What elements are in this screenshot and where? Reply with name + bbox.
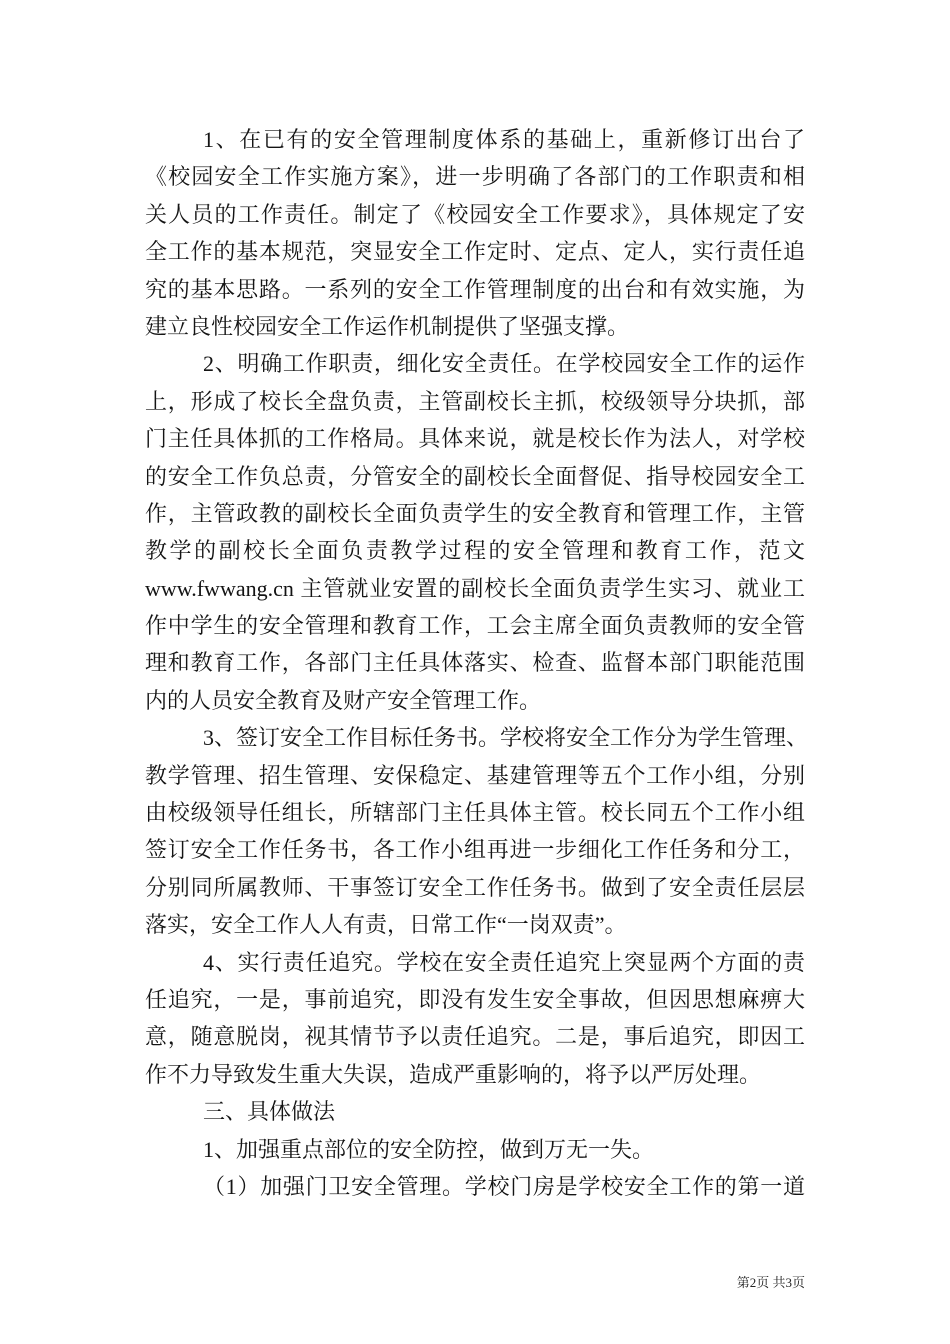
paragraph-line: 2、明确工作职责，细化安全责任。在学校园安全工作的运作	[203, 351, 805, 377]
paragraph-line: 上，形成了校长全盘负责，主管副校长主抓，校级领导分块抓，部	[145, 388, 805, 414]
subsection-heading-text: 1、加强重点部位的安全防控，做到万无一失。	[203, 1136, 655, 1162]
paragraph-accountability	[145, 944, 805, 1094]
paragraph-line: 关人员的工作责任。制定了《校园安全工作要求》，具体规定了安	[145, 201, 805, 227]
paragraph-line: 教学的副校长全面负责教学过程的安全管理和教育工作，范文	[145, 538, 805, 564]
paragraph-line: 分别同所属教师、干事签订安全工作任务书。做到了安全责任层层	[145, 874, 805, 900]
section-heading-text: 三、具体做法	[203, 1099, 336, 1125]
paragraph-line: 由校级领导任组长，所辖部门主任具体主管。校长同五个工作小组	[145, 800, 805, 826]
paragraph-line: 任追究，一是，事前追究，即没有发生安全事故，但因思想麻痹大	[145, 986, 805, 1012]
subsection-heading	[145, 1131, 805, 1168]
paragraph-line: （1）加强门卫安全管理。学校门房是学校安全工作的第一道	[203, 1173, 805, 1199]
paragraph-line: 意，随意脱岗，视其情节予以责任追究。二是，事后追究，即因工	[145, 1024, 805, 1050]
paragraph-line: 建立良性校园安全工作运作机制提供了坚强支撑。	[145, 313, 630, 339]
paragraph-gate-security	[145, 1168, 805, 1205]
document-body	[145, 121, 809, 1205]
paragraph-responsibilities	[145, 345, 805, 719]
paragraph-line: 作不力导致发生重大失误，造成严重影响的，将予以严厉处理。	[145, 1061, 762, 1087]
paragraph-line: 理和教育工作，各部门主任具体落实、检查、监督本部门职能范围	[145, 650, 805, 676]
page-indicator: 第2页 共3页	[736, 1275, 805, 1290]
paragraph-line: 作中学生的安全管理和教育工作，工会主席全面负责教师的安全管	[145, 613, 805, 639]
paragraph-line: 内的人员安全教育及财产安全管理工作。	[145, 687, 542, 713]
paragraph-line: www.fwwang.cn 主管就业安置的副校长全面负责学生实习、就业工	[145, 575, 805, 601]
paragraph-line: 作，主管政教的副校长全面负责学生的安全教育和管理工作，主管	[145, 500, 805, 526]
paragraph-line: 《校园安全工作实施方案》，进一步明确了各部门的工作职责和相	[145, 164, 805, 190]
paragraph-line: 的安全工作负总责，分管安全的副校长全面督促、指导校园安全工	[145, 463, 805, 489]
paragraph-line: 签订安全工作任务书，各工作小组再进一步细化工作任务和分工，	[145, 837, 805, 863]
section-heading	[145, 1093, 805, 1130]
paragraph-line: 4、实行责任追究。学校在安全责任追究上突显两个方面的责	[203, 949, 805, 975]
paragraph-line: 落实，安全工作人人有责，日常工作“一岗双责”。	[145, 912, 627, 938]
paragraph-line: 1、在已有的安全管理制度体系的基础上，重新修订出台了	[203, 127, 805, 152]
paragraph-line: 门主任具体抓的工作格局。具体来说，就是校长作为法人，对学校	[145, 426, 805, 452]
paragraph-safety-system	[145, 121, 805, 345]
paragraph-line: 教学管理、招生管理、安保稳定、基建管理等五个工作小组，分别	[145, 762, 805, 788]
paragraph-target-agreement	[145, 719, 809, 943]
paragraph-line: 3、签订安全工作目标任务书。学校将安全工作分为学生管理、	[203, 725, 809, 751]
paragraph-line: 全工作的基本规范，突显安全工作定时、定点、定人，实行责任追	[145, 239, 805, 265]
paragraph-line: 究的基本思路。一系列的安全工作管理制度的出台和有效实施，为	[145, 276, 805, 302]
